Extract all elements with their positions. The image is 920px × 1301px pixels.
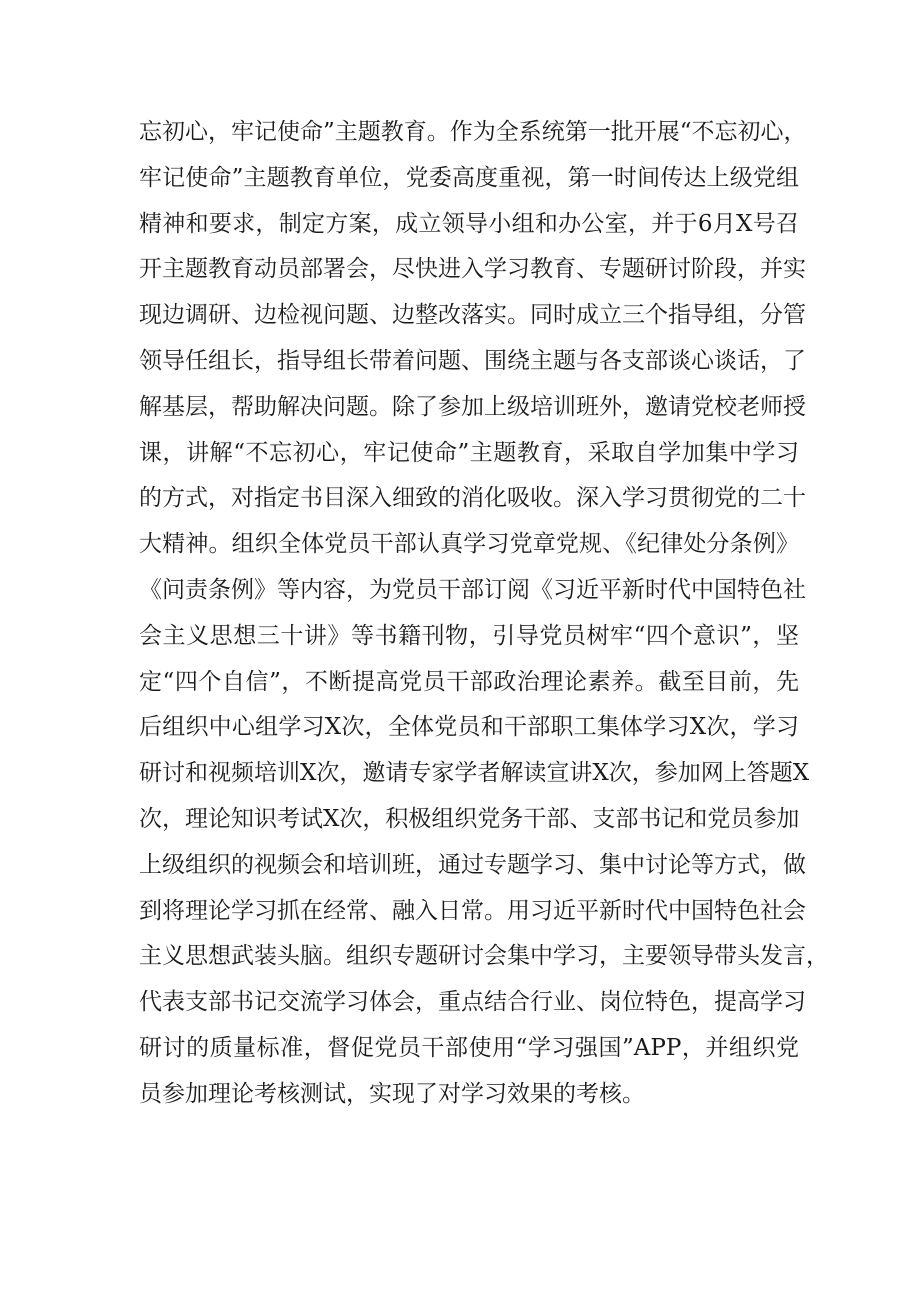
text-line: 大精神。组织全体党员干部认真学习党章党规、《纪律处分条例》 <box>139 531 799 558</box>
text-line: 牢记使命”主题教育单位，党委高度重视，第一时间传达上级党组 <box>139 164 799 191</box>
text-line: 到将理论学习抓在经常、融入日常。用习近平新时代中国特色社会 <box>139 897 806 924</box>
text-line: 主义思想武装头脑。组织专题研讨会集中学习，主要领导带头发言， <box>139 943 829 970</box>
text-line: 定“四个自信”，不断提高党员干部政治理论素养。截至目前，先 <box>139 668 799 695</box>
text-line: 研讨和视频培训X次，邀请专家学者解读宣讲X次，参加网上答题X <box>139 760 810 787</box>
text-line: 课，讲解“不忘初心，牢记使命”主题教育，采取自学加集中学习 <box>139 439 799 466</box>
text-line: 忘初心，牢记使命”主题教育。作为全系统第一批开展“不忘初心， <box>139 119 807 145</box>
text-line: 的方式，对指定书目深入细致的消化吸收。深入学习贯彻党的二十 <box>139 485 806 512</box>
text-line: 后组织中心组学习X次，全体党员和干部职工集体学习X次，学习 <box>139 714 799 741</box>
text-line: 领导任组长，指导组长带着问题、围绕主题与各支部谈心谈话，了 <box>139 347 806 374</box>
text-line: 员参加理论考核测试，实现了对学习效果的考核。 <box>139 1080 645 1107</box>
text-line: 研讨的质量标准，督促党员干部使用“学习强国”APP，并组织党 <box>139 1034 799 1061</box>
text-line: 现边调研、边检视问题、边整改落实。同时成立三个指导组，分管 <box>139 302 806 329</box>
text-line: 精神和要求，制定方案，成立领导小组和办公室，并于6月X号召 <box>139 210 799 237</box>
body-paragraph <box>139 110 829 1118</box>
text-line: 次，理论知识考试X次，积极组织党务干部、支部书记和党员参加 <box>139 805 800 832</box>
text-line: 代表支部书记交流学习体会，重点结合行业、岗位特色，提高学习 <box>139 989 806 1016</box>
text-line: 解基层，帮助解决问题。除了参加上级培训班外，邀请党校老师授 <box>139 393 806 420</box>
text-line: 上级组织的视频会和培训班，通过专题学习、集中讨论等方式，做 <box>139 851 806 878</box>
text-line: 开主题教育动员部署会，尽快进入学习教育、专题研讨阶段，并实 <box>139 256 806 283</box>
text-line: 《问责条例》等内容，为党员干部订阅《习近平新时代中国特色社 <box>139 576 806 603</box>
text-line: 会主义思想三十讲》等书籍刊物，引导党员树牢“四个意识”，坚 <box>139 622 799 649</box>
